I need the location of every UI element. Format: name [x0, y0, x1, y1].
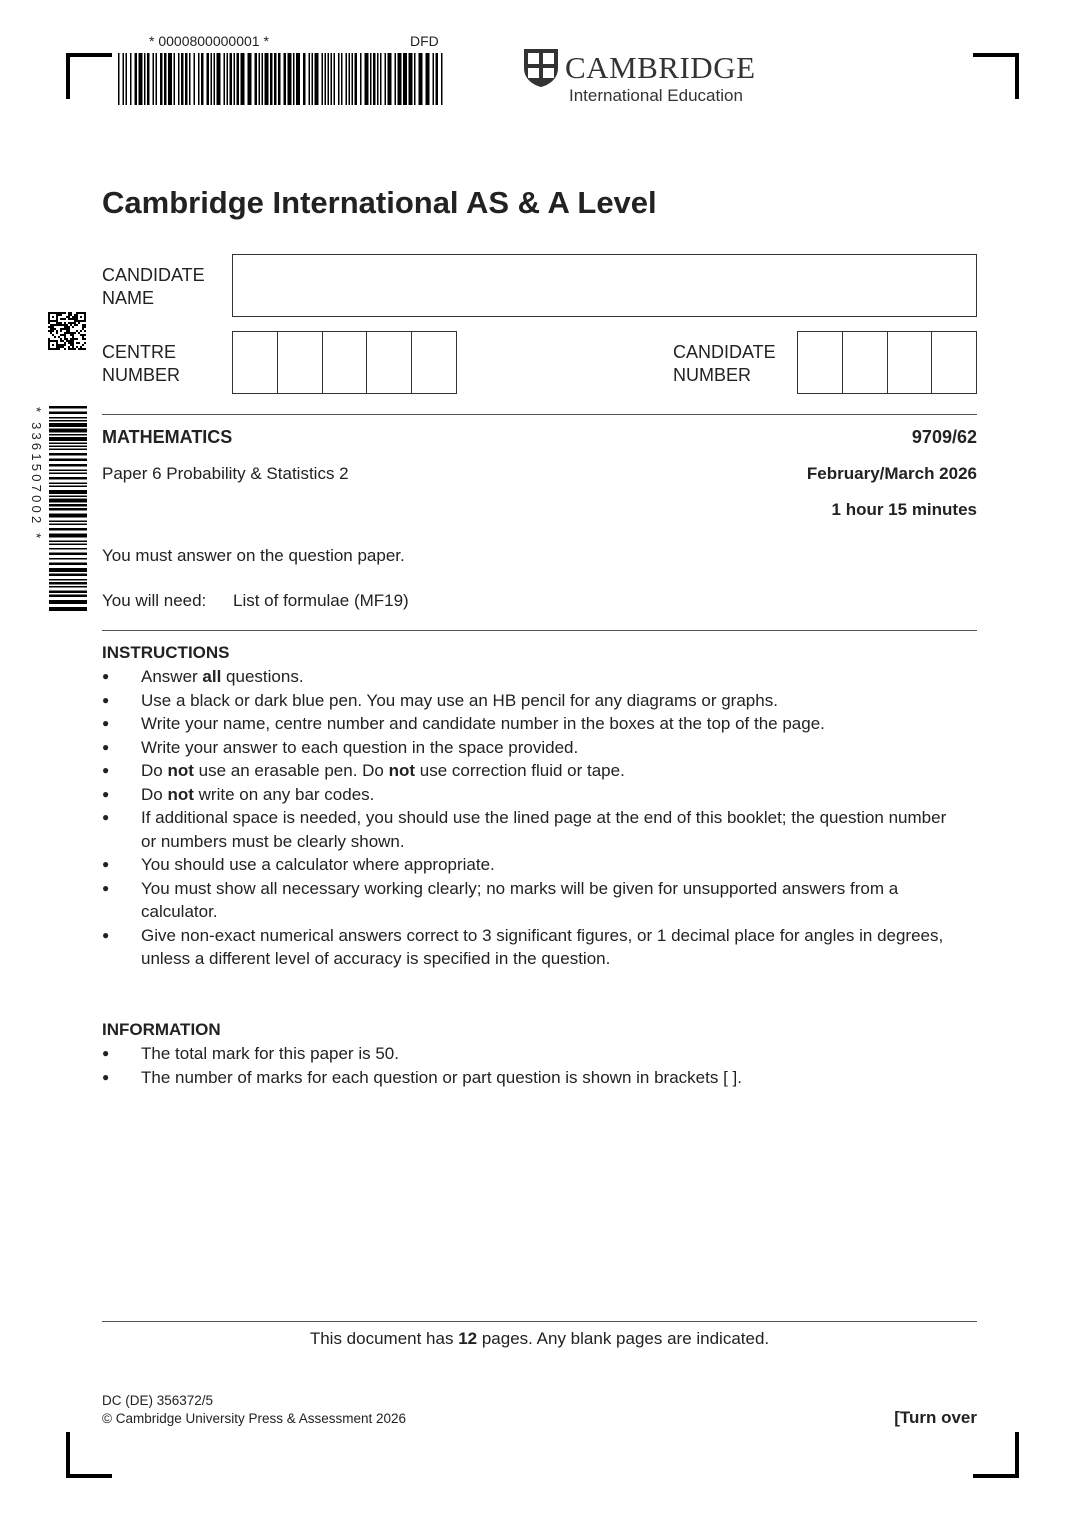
information-item: ● The number of marks for each question or part question is shown in brackets [ ].	[102, 1066, 962, 1090]
instruction-item: ● Write your name, centre number and candidate number in the boxes at the top of the page.	[102, 712, 962, 736]
instructions-heading: INSTRUCTIONS	[102, 643, 230, 662]
information-heading: INFORMATION	[102, 1020, 221, 1039]
page-count-note: This document has 12 pages. Any blank pages are indicated.	[309, 1329, 770, 1348]
qr-code	[48, 312, 86, 350]
instruction-item: ● Give non-exact numerical answers correct to 3 significant figures, or 1 decimal place for angles in degrees, unless a different level of accuracy is specified in the question.	[102, 924, 962, 971]
barcode-number: * 0000800000001 *	[149, 33, 269, 49]
candidate-number-digit[interactable]	[932, 332, 976, 393]
instruction-item: ● Write your answer to each question in the space provided.	[102, 736, 962, 760]
divider	[102, 630, 977, 631]
centre-number-label: CENTRE NUMBER	[102, 342, 181, 385]
answer-note: You must answer on the question paper.	[102, 546, 405, 565]
paper-title: Paper 6 Probability & Statistics 2	[102, 464, 349, 483]
paper-variant-code: DFD	[410, 33, 439, 49]
candidate-name-label: CANDIDATE NAME	[102, 265, 205, 308]
crop-mark-top-left	[66, 53, 112, 99]
instruction-item: ● Do not use an erasable pen. Do not use correction fluid or tape.	[102, 759, 962, 783]
crop-mark-top-right	[973, 53, 1019, 99]
instructions-list	[102, 665, 962, 971]
cambridge-shield-icon	[523, 48, 559, 88]
centre-number-boxes[interactable]	[232, 331, 457, 394]
candidate-name-box[interactable]	[232, 254, 977, 317]
crop-mark-bottom-left	[66, 1432, 112, 1478]
candidate-number-digit[interactable]	[888, 332, 933, 393]
information-list	[102, 1042, 962, 1089]
divider	[102, 1321, 977, 1322]
syllabus-code: 9709/62	[911, 427, 977, 447]
need-label: You will need:	[102, 591, 207, 610]
candidate-number-boxes[interactable]	[797, 331, 977, 394]
divider	[102, 414, 977, 415]
instruction-item: ● You must show all necessary working clearly; no marks will be given for unsupported answers from a calculator.	[102, 877, 962, 924]
information-item: ● The total mark for this paper is 50.	[102, 1042, 962, 1066]
centre-number-digit[interactable]	[233, 332, 278, 393]
document-reference: DC (DE) 356372/5	[102, 1393, 214, 1408]
subject: MATHEMATICS	[102, 427, 233, 447]
need-value: List of formulae (MF19)	[233, 591, 409, 610]
centre-number-digit[interactable]	[367, 332, 412, 393]
centre-number-digit[interactable]	[278, 332, 323, 393]
candidate-number-digit[interactable]	[798, 332, 843, 393]
page-title: Cambridge International AS & A Level	[102, 185, 657, 220]
instruction-item: ● Answer all questions.	[102, 665, 962, 689]
logo-wordmark: CAMBRIDGE	[565, 50, 756, 85]
instruction-item: ● You should use a calculator where appropriate.	[102, 853, 962, 877]
crop-mark-bottom-right	[973, 1432, 1019, 1478]
centre-number-digit[interactable]	[412, 332, 456, 393]
exam-session: February/March 2026	[806, 464, 977, 483]
candidate-number-digit[interactable]	[843, 332, 888, 393]
instruction-item: ● If additional space is needed, you should use the lined page at the end of this booklet; the question number or numbers must be clearly shown.	[102, 806, 962, 853]
logo-subtitle: International Education	[569, 86, 743, 105]
exam-duration: 1 hour 15 minutes	[831, 500, 977, 519]
instruction-item: ● Use a black or dark blue pen. You may use an HB pencil for any diagrams or graphs.	[102, 689, 962, 713]
instruction-item: ● Do not write on any bar codes.	[102, 783, 962, 807]
centre-number-digit[interactable]	[323, 332, 368, 393]
copyright: © Cambridge University Press & Assessment 2026	[102, 1411, 407, 1426]
side-barcode	[49, 406, 87, 612]
top-barcode	[118, 53, 446, 105]
turn-over: [Turn over	[894, 1408, 977, 1427]
candidate-number-label: CANDIDATE NUMBER	[673, 342, 776, 385]
side-barcode-number: * 3361507002 *	[29, 407, 44, 542]
